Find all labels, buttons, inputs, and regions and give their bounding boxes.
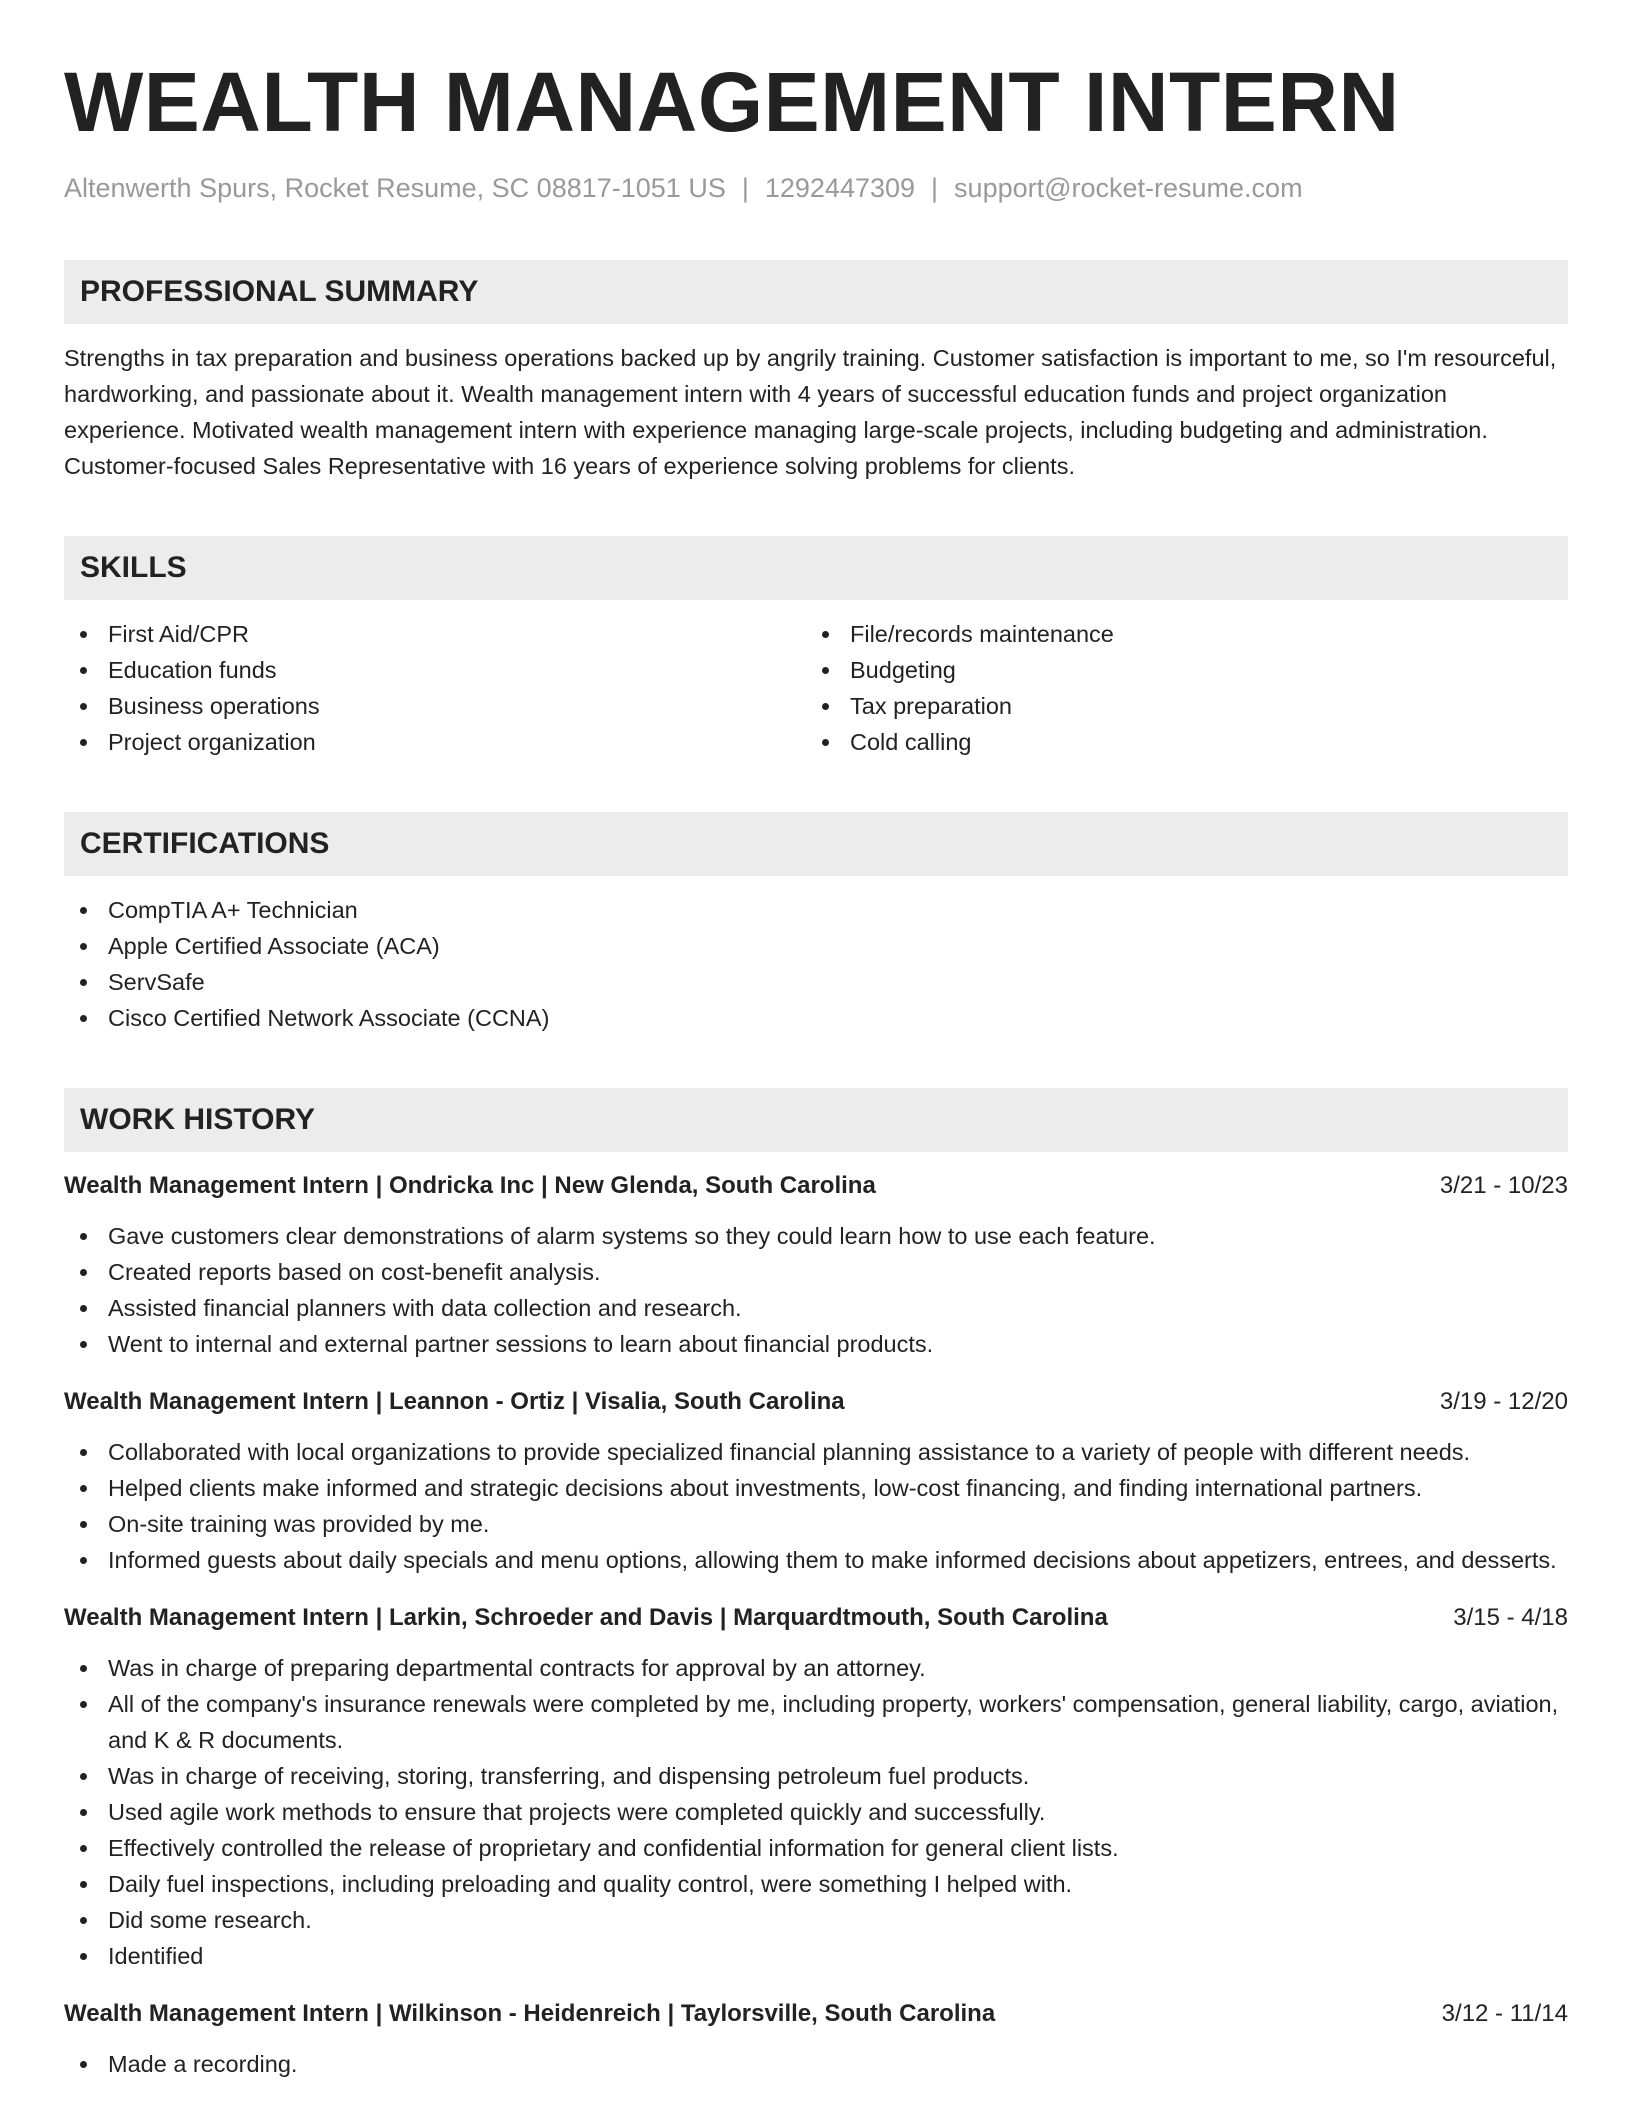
section-heading-summary: PROFESSIONAL SUMMARY <box>64 260 1568 324</box>
certifications-list <box>64 892 1568 1036</box>
job-bullet: Used agile work methods to ensure that projects were completed quickly and successfully. <box>64 1794 1568 1830</box>
job-bullet: Collaborated with local organizations to provide specialized financial planning assistance to a variety of people with different needs. <box>64 1434 1568 1470</box>
skill-item: Education funds <box>64 652 806 688</box>
job-entry <box>64 1168 1568 1362</box>
certification-item: Apple Certified Associate (ACA) <box>64 928 1568 964</box>
job-bullet: Was in charge of preparing departmental contracts for approval by an attorney. <box>64 1650 1568 1686</box>
job-bullet: On-site training was provided by me. <box>64 1506 1568 1542</box>
contact-phone: 1292447309 <box>764 172 916 203</box>
job-title: Wealth Management Intern | Leannon - Ortiz | Visalia, South Carolina <box>64 1387 845 1415</box>
contact-separator: | <box>741 172 749 203</box>
job-bullet: Gave customers clear demonstrations of alarm systems so they could learn how to use each feature. <box>64 1218 1568 1254</box>
job-bullets <box>64 2046 1568 2082</box>
job-entry <box>64 1996 1568 2082</box>
job-header <box>64 1600 1568 1636</box>
contact-separator: | <box>931 172 939 203</box>
contact-email: support@rocket-resume.com <box>954 172 1303 203</box>
job-bullet: Created reports based on cost-benefit analysis. <box>64 1254 1568 1290</box>
skill-item: Tax preparation <box>806 688 1548 724</box>
section-heading-skills: SKILLS <box>64 536 1568 600</box>
job-dates: 3/19 - 12/20 <box>1439 1387 1568 1415</box>
certification-item: CompTIA A+ Technician <box>64 892 1568 928</box>
contact-line <box>64 171 1568 206</box>
resume-name: WEALTH MANAGEMENT INTERN <box>64 55 1400 149</box>
job-bullet: Identified <box>64 1938 1568 1974</box>
job-dates: 3/21 - 10/23 <box>1439 1171 1568 1199</box>
summary-text: Strengths in tax preparation and business operations backed up by angrily training. Customer satisfaction is important to me, so I'm resourceful, hardworking, and passionate about it. Wealth management intern with 4 years of successful education funds and project organization experience. Motivated wealth management intern with experience managing large-scale projects, including budgeting and administration. Customer-focused Sales Representative with 16 years of experience solving problems for clients. <box>64 344 1557 479</box>
certification-item: ServSafe <box>64 964 1568 1000</box>
job-bullets <box>64 1650 1568 1974</box>
skills-left-list <box>64 616 806 760</box>
skill-item: Budgeting <box>806 652 1548 688</box>
job-entry <box>64 1384 1568 1578</box>
job-entry <box>64 1600 1568 1974</box>
job-header <box>64 1996 1568 2032</box>
certification-item: Cisco Certified Network Associate (CCNA) <box>64 1000 1568 1036</box>
job-bullet: Daily fuel inspections, including preloading and quality control, were something I helped with. <box>64 1866 1568 1902</box>
contact-address: Altenwerth Spurs, Rocket Resume, SC 08817-1051 US <box>64 172 726 203</box>
job-bullet: Went to internal and external partner sessions to learn about financial products. <box>64 1326 1568 1362</box>
job-bullet: Did some research. <box>64 1902 1568 1938</box>
job-title: Wealth Management Intern | Larkin, Schroeder and Davis | Marquardtmouth, South Carolina <box>64 1603 1108 1631</box>
job-bullet: Was in charge of receiving, storing, transferring, and dispensing petroleum fuel products. <box>64 1758 1568 1794</box>
job-header <box>64 1168 1568 1204</box>
skill-item: First Aid/CPR <box>64 616 806 652</box>
work-history <box>64 1168 1568 2082</box>
skill-item: Project organization <box>64 724 806 760</box>
skills-grid <box>64 616 1568 760</box>
job-bullets <box>64 1218 1568 1362</box>
skill-item: File/records maintenance <box>806 616 1548 652</box>
job-bullets <box>64 1434 1568 1578</box>
job-bullet: Assisted financial planners with data collection and research. <box>64 1290 1568 1326</box>
job-bullet: Helped clients make informed and strategic decisions about investments, low-cost financing, and finding international partners. <box>64 1470 1568 1506</box>
section-heading-work-history: WORK HISTORY <box>64 1088 1568 1152</box>
job-title: Wealth Management Intern | Wilkinson - Heidenreich | Taylorsville, South Carolina <box>64 1999 996 2027</box>
job-bullet: Made a recording. <box>64 2046 1568 2082</box>
skill-item: Cold calling <box>806 724 1548 760</box>
job-bullet: All of the company's insurance renewals were completed by me, including property, workers' compensation, general liability, cargo, aviation, and K & R documents. <box>64 1686 1568 1758</box>
job-header <box>64 1384 1568 1420</box>
job-dates: 3/15 - 4/18 <box>1453 1603 1568 1631</box>
skill-item: Business operations <box>64 688 806 724</box>
skills-right-list <box>806 616 1548 760</box>
section-heading-certifications: CERTIFICATIONS <box>64 812 1568 876</box>
job-title: Wealth Management Intern | Ondricka Inc | New Glenda, South Carolina <box>64 1171 876 1199</box>
job-bullet: Effectively controlled the release of proprietary and confidential information for general client lists. <box>64 1830 1568 1866</box>
job-bullet: Informed guests about daily specials and menu options, allowing them to make informed decisions about appetizers, entrees, and desserts. <box>64 1542 1568 1578</box>
job-dates: 3/12 - 11/14 <box>1441 1999 1568 2027</box>
